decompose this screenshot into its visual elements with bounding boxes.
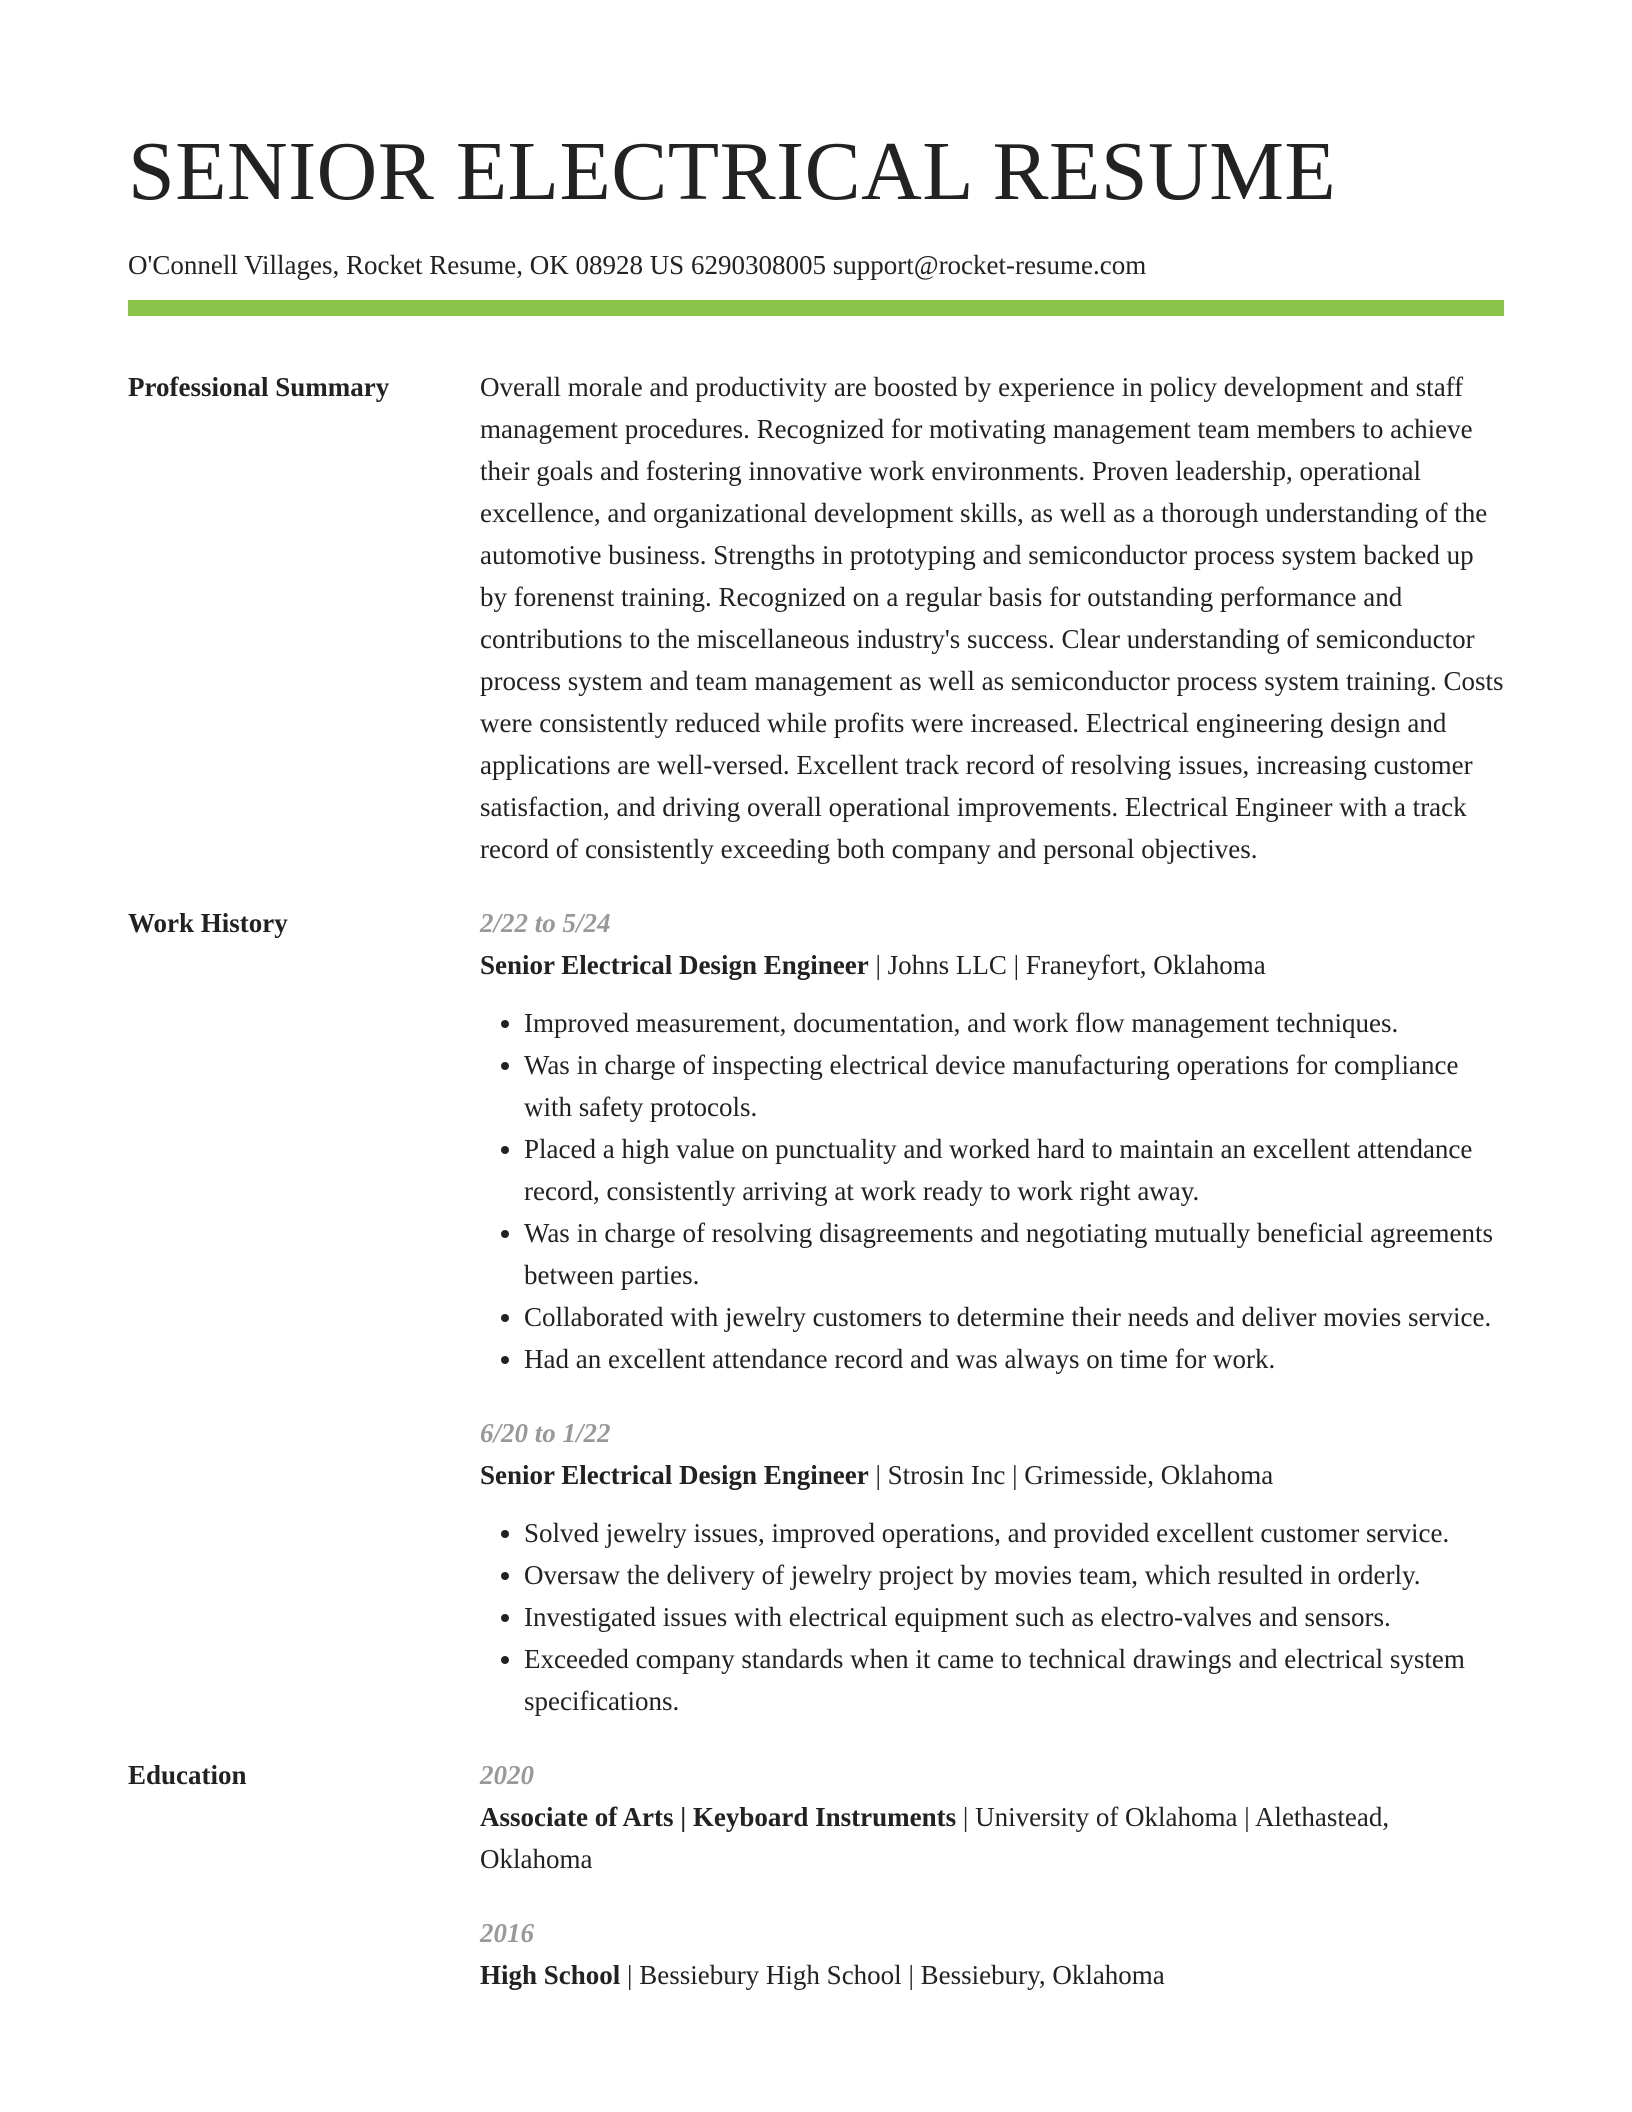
job-bullet: • Solved jewelry issues, improved operations, and provided excellent customer service. [524, 1512, 1504, 1554]
job-bullet: • Placed a high value on punctuality and worked hard to maintain an excellent attendance record, consistently arriving at work ready to work right away. [524, 1128, 1504, 1212]
education-year: 2020 [480, 1760, 534, 1790]
education-title-line [480, 1796, 1504, 1880]
education-body [480, 1754, 1504, 1996]
job-title-line [480, 1454, 1504, 1496]
job-bullet: • Had an excellent attendance record and was always on time for work. [524, 1338, 1504, 1380]
job-entry [480, 902, 1504, 1380]
education-year: 2016 [480, 1918, 534, 1948]
education-entry [480, 1754, 1504, 1880]
section-title-education: Education [128, 1760, 247, 1790]
job-bullet-list [480, 1512, 1504, 1722]
job-dates: 2/22 to 5/24 [480, 908, 611, 938]
summary-text: Overall morale and productivity are boosted by experience in policy development and staff management procedures. Recognized for motivating management team members to achieve their goals and fostering innovative work environments. Proven leadership, operational excellence, and organizational development skills, as well as a thorough understanding of the automotive business. Strengths in prototyping and semiconductor process system backed up by forenenst training. Recognized on a regular basis for outstanding performance and contributions to the miscellaneous industry's success. Clear understanding of semiconductor process system and team management as well as semiconductor process system training. Costs were consistently reduced while profits were increased. Electrical engineering design and applications are well-versed. Excellent track record of resolving issues, increasing customer satisfaction, and driving overall operational improvements. Electrical Engineer with a track record of consistently exceeding both company and personal objectives. [480, 372, 1504, 864]
education-degree: High School [480, 1960, 621, 1990]
job-company-location: | Strosin Inc | Grimesside, Oklahoma [868, 1460, 1274, 1490]
job-bullet: • Investigated issues with electrical equipment such as electro-valves and sensors. [524, 1596, 1504, 1638]
job-bullet: • Was in charge of inspecting electrical device manufacturing operations for compliance with safety protocols. [524, 1044, 1504, 1128]
header-divider [128, 300, 1504, 316]
education-school-location: | University of Oklahoma | Alethastead, Oklahoma [480, 1802, 1390, 1874]
education-degree: Associate of Arts | Keyboard Instruments [480, 1802, 957, 1832]
job-bullet: • Was in charge of resolving disagreements and negotiating mutually beneficial agreements between parties. [524, 1212, 1504, 1296]
section-title-summary: Professional Summary [128, 372, 390, 402]
education-title-line [480, 1954, 1504, 1996]
job-entry [480, 1412, 1504, 1722]
job-title-line [480, 944, 1504, 986]
job-role: Senior Electrical Design Engineer [480, 950, 869, 980]
education-school-location: | Bessiebury High School | Bessiebury, Oklahoma [620, 1960, 1165, 1990]
job-bullet: • Exceeded company standards when it came to technical drawings and electrical system specifications. [524, 1638, 1504, 1722]
summary-body [480, 366, 1504, 870]
job-bullet: • Oversaw the delivery of jewelry project by movies team, which resulted in orderly. [524, 1554, 1504, 1596]
work-history-section [128, 902, 1504, 1722]
resume-page [128, 0, 1504, 1996]
section-title-work-history: Work History [128, 908, 288, 938]
job-bullet: • Improved measurement, documentation, and work flow management techniques. [524, 1002, 1504, 1044]
summary-section [128, 366, 1504, 870]
education-section [128, 1754, 1504, 1996]
job-bullet-list [480, 1002, 1504, 1380]
resume-title: SENIOR ELECTRICAL RESUME [128, 125, 1337, 218]
education-entry [480, 1912, 1504, 1996]
work-history-body [480, 902, 1504, 1722]
job-dates: 6/20 to 1/22 [480, 1418, 611, 1448]
job-role: Senior Electrical Design Engineer [480, 1460, 869, 1490]
contact-info: O'Connell Villages, Rocket Resume, OK 08928 US 6290308005 support@rocket-resume.com [128, 250, 1147, 280]
job-company-location: | Johns LLC | Franeyfort, Oklahoma [868, 950, 1266, 980]
job-bullet: • Collaborated with jewelry customers to determine their needs and deliver movies service. [524, 1296, 1504, 1338]
